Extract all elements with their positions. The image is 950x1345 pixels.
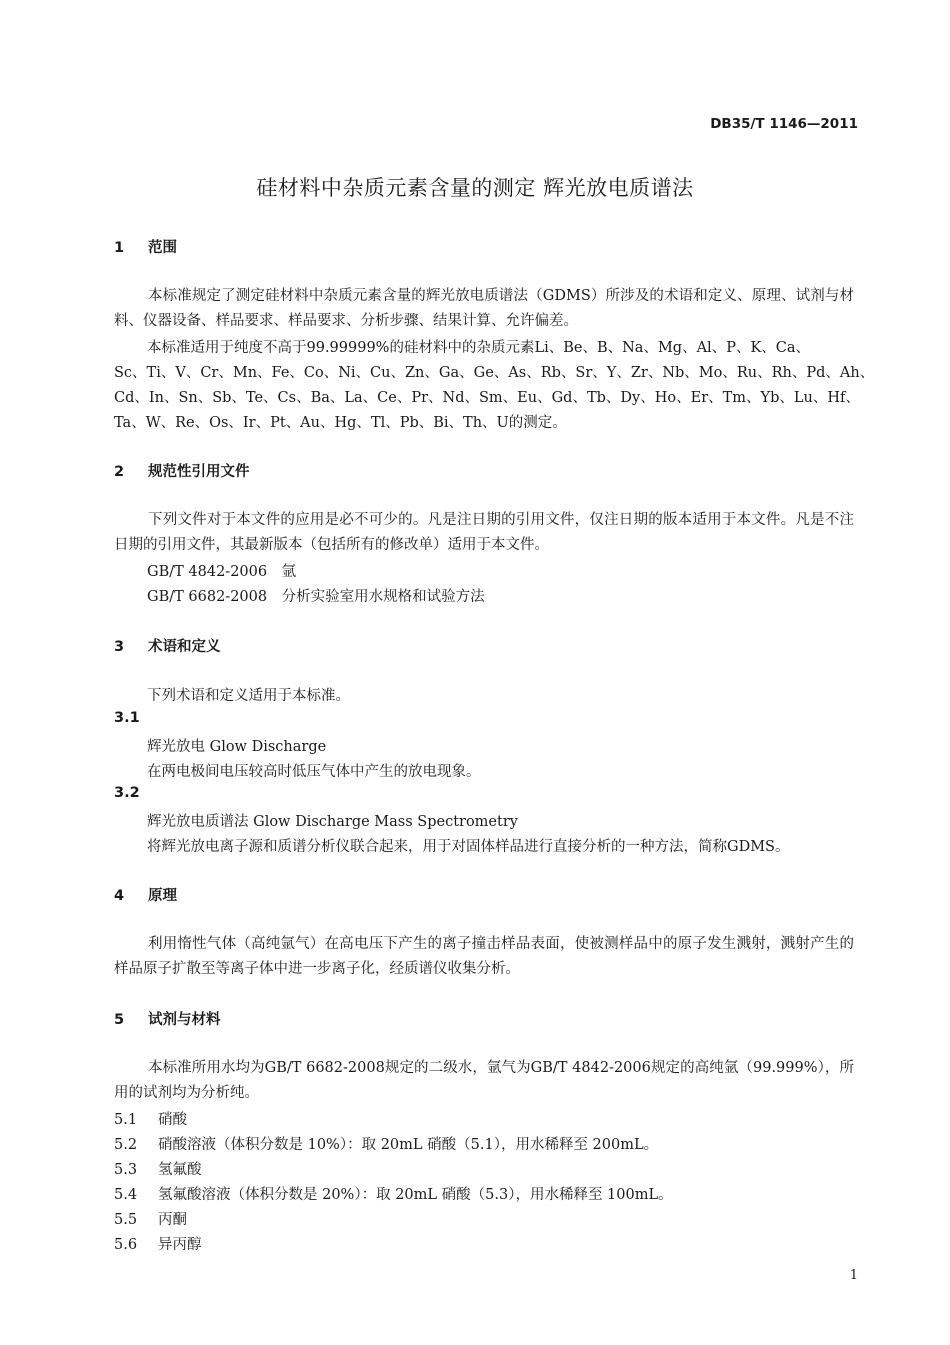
item-text: 氢氟酸溶液（体积分数是 20%）：取 20mL 硝酸（5.3），用水稀释至 100mL。 [158,1187,673,1203]
list-item [114,1208,187,1229]
normative-reference: GB/T 4842-2006 氩 [147,564,297,580]
section-title: 术语和定义 [148,639,221,655]
section-5-paragraph-1: 本标准所用水均为GB/T 6682-2008规定的二级水，氩气为GB/T 4842-2006规定的高纯氩（99.999%），所用的试剂均为分析纯。 [114,1060,854,1101]
section-number: 2 [114,464,125,480]
section-2-paragraph-1: 下列文件对于本文件的应用是必不可少的。凡是注日期的引用文件，仅注日期的版本适用于本文件。凡是不注日期的引用文件，其最新版本（包括所有的修改单）适用于本文件。 [114,512,854,553]
section-3-heading [114,635,221,656]
term-name: 辉光放电质谱法 Glow Discharge Mass Spectrometry [147,814,518,830]
section-1-paragraph-2-line: Sc、Ti、V、Cr、Mn、Fe、Co、Ni、Cu、Zn、Ga、Ge、As、Rb、Sr、Y、Zr、Nb、Mo、Ru、Rh、Pd、Ah、 [114,365,875,381]
section-number: 3 [114,639,125,655]
term-definition: 将辉光放电离子源和质谱分析仪联合起来，用于对固体样品进行直接分析的一种方法，简称GDMS。 [147,839,790,855]
item-text: 硝酸 [158,1112,187,1128]
section-number: 4 [114,888,125,904]
section-number: 5 [114,1012,125,1028]
section-2-heading [114,460,250,481]
item-number: 5.6 [114,1237,138,1253]
item-number: 5.3 [114,1162,138,1178]
section-5-heading [114,1008,221,1029]
item-number: 5.1 [114,1112,138,1128]
item-text: 异丙醇 [158,1237,202,1253]
list-item [114,1183,673,1204]
section-1-heading [114,236,177,257]
term-name: 辉光放电 Glow Discharge [147,739,327,755]
section-1-paragraph-1: 本标准规定了测定硅材料中杂质元素含量的辉光放电质谱法（GDMS）所涉及的术语和定义、原理、试剂与材料、仪器设备、样品要求、样品要求、分析步骤、结果计算、允许偏差。 [114,288,854,329]
item-text: 氢氟酸 [158,1162,202,1178]
section-3-intro: 下列术语和定义适用于本标准。 [147,688,350,704]
term-number: 3.1 [114,710,140,726]
section-1-paragraph-2-line: Cd、In、Sn、Sb、Te、Cs、Ba、La、Ce、Pr、Nd、Sm、Eu、Gd、Tb、Dy、Ho、Er、Tm、Yb、Lu、Hf、 [114,390,860,406]
term-definition: 在两电极间电压较高时低压气体中产生的放电现象。 [147,764,481,780]
item-number: 5.2 [114,1137,138,1153]
section-1-paragraph-2-line: Ta、W、Re、Os、Ir、Pt、Au、Hg、Tl、Pb、Bi、Th、U的测定。 [114,415,567,431]
section-number: 1 [114,240,125,256]
section-title: 试剂与材料 [148,1012,221,1028]
section-1-paragraph-2-line: 本标准适用于纯度不高于99.99999%的硅材料中的杂质元素Li、Be、B、Na、Mg、Al、P、K、Ca、 [147,340,811,356]
section-title: 规范性引用文件 [148,464,250,480]
list-item [114,1233,202,1254]
item-text: 硝酸溶液（体积分数是 10%）：取 20mL 硝酸（5.1），用水稀释至 200mL。 [158,1137,659,1153]
section-4-paragraph-1: 利用惰性气体（高纯氩气）在高电压下产生的离子撞击样品表面，使被测样品中的原子发生溅射，溅射产生的样品原子扩散至等离子体中进一步离子化，经质谱仪收集分析。 [114,936,854,977]
item-number: 5.5 [114,1212,138,1228]
page-number: 1 [849,1268,858,1283]
document-title: 硅材料中杂质元素含量的测定 辉光放电质谱法 [256,176,694,200]
item-text: 丙酮 [158,1212,187,1228]
list-item [114,1108,187,1129]
term-number: 3.2 [114,785,140,801]
normative-reference: GB/T 6682-2008 分析实验室用水规格和试验方法 [147,589,485,605]
item-number: 5.4 [114,1187,138,1203]
list-item [114,1158,202,1179]
section-title: 范围 [148,240,177,256]
standard-code: DB35/T 1146—2011 [710,116,858,132]
section-4-heading [114,884,177,905]
section-title: 原理 [148,888,177,904]
list-item [114,1133,658,1154]
